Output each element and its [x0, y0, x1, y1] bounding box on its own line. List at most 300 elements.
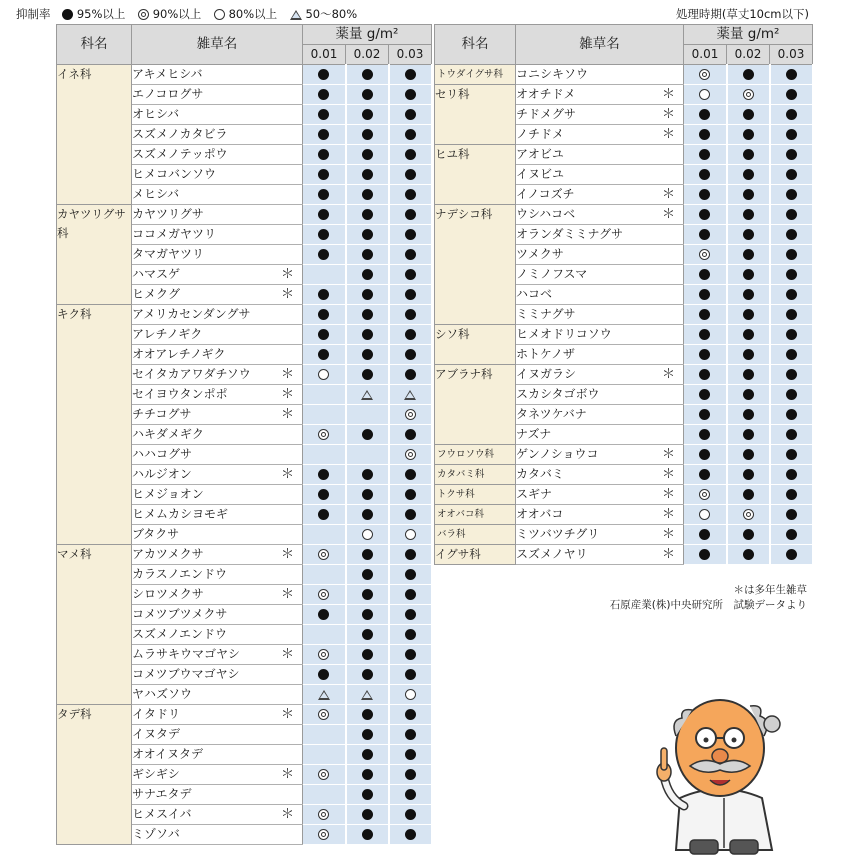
- dose-cell: [346, 165, 389, 185]
- dose-cell: [389, 825, 432, 845]
- full-circle-icon: [405, 709, 416, 720]
- full-circle-icon: [743, 269, 754, 280]
- full-circle-icon: [405, 189, 416, 200]
- full-circle-icon: [318, 309, 329, 320]
- dose-cell: [389, 505, 432, 525]
- dose-cell: [770, 225, 813, 245]
- dose-cell: [770, 425, 813, 445]
- dose-cell: [770, 505, 813, 525]
- full-circle-icon: [743, 69, 754, 80]
- weed-name: オオチドメ: [516, 87, 576, 101]
- full-circle-icon: [318, 289, 329, 300]
- weed-table-right: [434, 24, 814, 565]
- header-weed: 雑草名: [132, 25, 303, 65]
- weed-name: チドメグサ: [516, 107, 576, 121]
- weed-name: オオアレチノギク: [132, 347, 226, 361]
- family-name: ヒユ科: [435, 145, 516, 205]
- full-circle-icon: [743, 109, 754, 120]
- dose-cell: [389, 185, 432, 205]
- weed-name: タネツケバナ: [516, 407, 587, 421]
- weed-name-cell: [132, 85, 303, 105]
- dose-cell: [346, 685, 389, 705]
- dose-cell: [389, 405, 432, 425]
- weed-name-cell: [132, 705, 303, 725]
- family-name: カタバミ科: [435, 465, 516, 485]
- dose-cell: [684, 465, 727, 485]
- dose-cell: [389, 345, 432, 365]
- dose-cell: [684, 285, 727, 305]
- full-circle-icon: [699, 269, 710, 280]
- table-row: [435, 325, 813, 345]
- double-circle-icon: [405, 449, 416, 460]
- full-circle-icon: [362, 769, 373, 780]
- full-circle-icon: [405, 369, 416, 380]
- full-circle-icon: [318, 109, 329, 120]
- weed-name: ココメガヤツリ: [132, 227, 217, 241]
- double-circle-icon: [318, 549, 329, 560]
- full-circle-icon: [405, 89, 416, 100]
- full-circle-icon: [743, 389, 754, 400]
- weed-name-cell: [516, 305, 684, 325]
- weed-name-cell: [516, 485, 684, 505]
- weed-name-cell: [132, 525, 303, 545]
- dose-cell: [346, 425, 389, 445]
- dose-cell: [303, 305, 346, 325]
- full-circle-icon: [743, 249, 754, 260]
- full-circle-icon: [405, 649, 416, 660]
- full-circle-icon: [318, 129, 329, 140]
- weed-name-cell: [516, 385, 684, 405]
- dose-cell: [684, 205, 727, 225]
- dose-cell: [346, 805, 389, 825]
- full-circle-icon: [405, 289, 416, 300]
- table-row: [435, 545, 813, 565]
- dose-cell: [684, 185, 727, 205]
- weed-name: ツメクサ: [516, 247, 564, 261]
- professor-mascot-illustration: [640, 680, 800, 860]
- perennial-asterisk: ＊: [280, 407, 294, 422]
- dose-cell: [770, 365, 813, 385]
- double-circle-icon: [318, 829, 329, 840]
- table-row: [57, 305, 432, 325]
- table-row: [57, 545, 432, 565]
- dose-cell: [346, 265, 389, 285]
- full-circle-icon: [786, 529, 797, 540]
- legend-item-50: 50〜80%: [290, 7, 357, 21]
- full-circle-icon: [786, 449, 797, 460]
- dose-cell: [303, 365, 346, 385]
- header-weed: 雑草名: [516, 25, 684, 65]
- full-circle-icon: [405, 69, 416, 80]
- weed-name: ハコベ: [516, 287, 553, 301]
- header-dose-002: 0.02: [346, 45, 389, 65]
- full-circle-icon: [405, 549, 416, 560]
- dose-cell: [389, 665, 432, 685]
- full-circle-icon: [699, 289, 710, 300]
- dose-cell: [770, 305, 813, 325]
- full-circle-icon: [699, 389, 710, 400]
- perennial-footnote: ＊は多年生雑草: [733, 584, 807, 596]
- full-circle-icon: [362, 709, 373, 720]
- weed-name: カタバミ: [516, 467, 564, 481]
- full-circle-icon: [699, 309, 710, 320]
- weed-name: スズメノテッポウ: [132, 147, 228, 161]
- dose-cell: [684, 325, 727, 345]
- weed-name: スズメノエンドウ: [132, 627, 228, 641]
- dose-cell: [389, 85, 432, 105]
- family-name: イネ科: [57, 65, 132, 205]
- legend-item-95: 95%以上: [62, 7, 125, 21]
- dose-cell: [346, 585, 389, 605]
- family-name: タデ科: [57, 705, 132, 845]
- weed-name: イヌタデ: [132, 727, 181, 741]
- dose-cell: [303, 825, 346, 845]
- dose-cell: [727, 525, 770, 545]
- full-circle-icon: [318, 349, 329, 360]
- dose-cell: [389, 465, 432, 485]
- full-circle-icon: [786, 409, 797, 420]
- dose-cell: [770, 325, 813, 345]
- full-circle-icon: [743, 549, 754, 560]
- full-circle-icon: [318, 509, 329, 520]
- perennial-asterisk: ＊: [280, 367, 294, 382]
- weed-name: スズメノカタビラ: [132, 127, 228, 141]
- dose-cell: [303, 125, 346, 145]
- dose-cell: [727, 165, 770, 185]
- weed-name-cell: [132, 365, 303, 385]
- dose-cell: [303, 805, 346, 825]
- full-circle-icon: [405, 489, 416, 500]
- full-circle-icon: [362, 749, 373, 760]
- full-circle-icon: [786, 509, 797, 520]
- dose-cell: [389, 265, 432, 285]
- weed-name: ノミノフスマ: [516, 267, 588, 281]
- full-circle-icon: [786, 249, 797, 260]
- full-circle-icon: [405, 149, 416, 160]
- full-circle-icon: [405, 669, 416, 680]
- dose-cell: [303, 665, 346, 685]
- weed-name-cell: [132, 185, 303, 205]
- perennial-asterisk: ＊: [280, 547, 294, 562]
- weed-name: ハマスゲ: [132, 267, 181, 281]
- dose-cell: [727, 305, 770, 325]
- header-family: 科名: [57, 25, 132, 65]
- weed-name-cell: [516, 505, 684, 525]
- full-circle-icon: [743, 189, 754, 200]
- full-circle-icon: [786, 469, 797, 480]
- weed-name: ミツバツチグリ: [516, 527, 600, 541]
- weed-name-cell: [132, 665, 303, 685]
- dose-cell: [346, 205, 389, 225]
- dose-cell: [770, 525, 813, 545]
- dose-cell: [303, 105, 346, 125]
- weed-name-cell: [132, 825, 303, 845]
- dose-cell: [727, 185, 770, 205]
- table-row: [435, 365, 813, 385]
- double-circle-icon: [699, 489, 710, 500]
- full-circle-icon: [405, 589, 416, 600]
- dose-cell: [303, 165, 346, 185]
- dose-cell: [389, 425, 432, 445]
- dose-cell: [684, 65, 727, 85]
- full-circle-icon: [405, 769, 416, 780]
- perennial-asterisk: ＊: [661, 207, 675, 222]
- full-circle-icon: [743, 409, 754, 420]
- weed-name-cell: [516, 325, 684, 345]
- weed-name-cell: [132, 585, 303, 605]
- dose-cell: [346, 385, 389, 405]
- weed-name-cell: [132, 145, 303, 165]
- full-circle-icon: [786, 189, 797, 200]
- open-circle-icon: [699, 509, 710, 520]
- dose-cell: [346, 645, 389, 665]
- full-circle-icon: [786, 289, 797, 300]
- double-circle-icon: [699, 69, 710, 80]
- dose-cell: [727, 145, 770, 165]
- full-circle-icon: [699, 149, 710, 160]
- double-circle-icon: [743, 89, 754, 100]
- weed-name: チチコグサ: [132, 407, 192, 421]
- weed-table-left: [56, 24, 433, 845]
- dose-cell: [303, 425, 346, 445]
- weed-name: カヤツリグサ: [132, 207, 204, 221]
- full-circle-icon: [699, 329, 710, 340]
- dose-cell: [303, 585, 346, 605]
- weed-name: ナズナ: [516, 427, 552, 441]
- weed-name: メヒシバ: [132, 187, 180, 201]
- full-circle-icon: [362, 109, 373, 120]
- full-circle-icon: [405, 349, 416, 360]
- weed-name: エノコログサ: [132, 87, 204, 101]
- legend-item-90: 90%以上: [138, 7, 201, 21]
- triangle-icon: [318, 690, 330, 700]
- weed-name-cell: [132, 305, 303, 325]
- dose-cell: [684, 385, 727, 405]
- full-circle-icon: [699, 409, 710, 420]
- full-circle-icon: [362, 189, 373, 200]
- dose-cell: [346, 545, 389, 565]
- dose-cell: [303, 765, 346, 785]
- full-circle-icon: [362, 489, 373, 500]
- full-circle-icon: [786, 89, 797, 100]
- header-dose-002: 0.02: [727, 45, 770, 65]
- weed-name: オヒシバ: [132, 107, 180, 121]
- family-name: オオバコ科: [435, 505, 516, 525]
- dose-cell: [346, 765, 389, 785]
- full-circle-icon: [318, 69, 329, 80]
- dose-cell: [346, 485, 389, 505]
- full-circle-icon: [362, 289, 373, 300]
- weed-name-cell: [516, 185, 684, 205]
- dose-cell: [684, 445, 727, 465]
- dose-cell: [770, 285, 813, 305]
- dose-cell: [303, 465, 346, 485]
- header-dose-003: 0.03: [389, 45, 432, 65]
- dose-cell: [303, 625, 346, 645]
- full-circle-icon: [743, 209, 754, 220]
- full-circle-icon: [362, 729, 373, 740]
- dose-cell: [770, 445, 813, 465]
- weed-name: イノコズチ: [516, 187, 575, 201]
- full-circle-icon: [786, 329, 797, 340]
- weed-name: オオバコ: [516, 507, 564, 521]
- dose-cell: [346, 125, 389, 145]
- weed-name-cell: [132, 505, 303, 525]
- dose-cell: [346, 245, 389, 265]
- dose-cell: [684, 125, 727, 145]
- dose-cell: [389, 225, 432, 245]
- full-circle-icon: [405, 429, 416, 440]
- full-circle-icon: [699, 349, 710, 360]
- full-circle-icon: [362, 609, 373, 620]
- weed-name-cell: [516, 245, 684, 265]
- full-circle-icon: [362, 569, 373, 580]
- dose-cell: [389, 625, 432, 645]
- header-dose: 薬量 g/m²: [684, 25, 813, 45]
- dose-cell: [727, 365, 770, 385]
- dose-cell: [346, 305, 389, 325]
- weed-name-cell: [516, 285, 684, 305]
- weed-name-cell: [132, 285, 303, 305]
- full-circle-icon: [405, 129, 416, 140]
- full-circle-icon: [362, 649, 373, 660]
- dose-cell: [389, 725, 432, 745]
- weed-name: イヌガラシ: [516, 367, 577, 381]
- full-circle-icon: [362, 69, 373, 80]
- dose-cell: [303, 65, 346, 85]
- weed-name: ホトケノザ: [516, 347, 575, 361]
- weed-name-cell: [132, 325, 303, 345]
- triangle-icon: [290, 10, 302, 20]
- dose-cell: [389, 245, 432, 265]
- full-circle-icon: [699, 109, 710, 120]
- dose-cell: [727, 205, 770, 225]
- weed-name-cell: [516, 345, 684, 365]
- full-circle-icon: [743, 289, 754, 300]
- perennial-asterisk: ＊: [661, 87, 675, 102]
- dose-cell: [303, 525, 346, 545]
- dose-cell: [727, 265, 770, 285]
- header-dose: 薬量 g/m²: [303, 25, 432, 45]
- dose-cell: [389, 365, 432, 385]
- dose-cell: [389, 385, 432, 405]
- table-row: [435, 145, 813, 165]
- weed-name-cell: [132, 805, 303, 825]
- weed-name-cell: [516, 365, 684, 385]
- dose-cell: [303, 745, 346, 765]
- full-circle-icon: [699, 469, 710, 480]
- full-circle-icon: [786, 149, 797, 160]
- full-circle-icon: [743, 149, 754, 160]
- family-name: バラ科: [435, 525, 516, 545]
- table-row: [57, 205, 432, 225]
- dose-cell: [684, 525, 727, 545]
- full-circle-icon: [405, 749, 416, 760]
- full-circle-icon: [786, 309, 797, 320]
- table-row: [435, 85, 813, 105]
- dose-cell: [346, 345, 389, 365]
- weed-name-cell: [132, 105, 303, 125]
- family-name: トクサ科: [435, 485, 516, 505]
- dose-cell: [770, 205, 813, 225]
- open-circle-icon: [318, 369, 329, 380]
- full-circle-icon: [362, 149, 373, 160]
- weed-name: アカツメクサ: [132, 547, 204, 561]
- open-circle-icon: [362, 529, 373, 540]
- legend: [16, 6, 366, 22]
- open-circle-icon: [405, 529, 416, 540]
- header-dose-001: 0.01: [303, 45, 346, 65]
- dose-cell: [346, 525, 389, 545]
- weed-name: スズメノヤリ: [516, 547, 588, 561]
- dose-cell: [684, 105, 727, 125]
- dose-cell: [770, 265, 813, 285]
- full-circle-icon: [786, 269, 797, 280]
- full-circle-icon: [743, 349, 754, 360]
- perennial-asterisk: ＊: [280, 707, 294, 722]
- dose-cell: [303, 205, 346, 225]
- dose-cell: [303, 345, 346, 365]
- full-circle-icon: [405, 269, 416, 280]
- dose-cell: [770, 485, 813, 505]
- full-circle-icon: [362, 589, 373, 600]
- dose-cell: [303, 485, 346, 505]
- dose-cell: [346, 325, 389, 345]
- open-circle-icon: [214, 9, 225, 20]
- weed-name-cell: [132, 65, 303, 85]
- weed-name-cell: [132, 785, 303, 805]
- dose-cell: [346, 185, 389, 205]
- table-row: [435, 485, 813, 505]
- dose-cell: [389, 145, 432, 165]
- triangle-icon: [404, 390, 416, 400]
- full-circle-icon: [743, 169, 754, 180]
- double-circle-icon: [318, 649, 329, 660]
- weed-name: アオビユ: [516, 147, 564, 161]
- weed-name-cell: [132, 625, 303, 645]
- weed-name: ヒメスイバ: [132, 807, 192, 821]
- full-circle-icon: [362, 89, 373, 100]
- family-name: キク科: [57, 305, 132, 545]
- dose-cell: [770, 125, 813, 145]
- full-circle-icon: [405, 309, 416, 320]
- full-circle-icon: [786, 209, 797, 220]
- dose-cell: [727, 345, 770, 365]
- weed-name: スカシタゴボウ: [516, 387, 600, 401]
- dose-cell: [727, 545, 770, 565]
- full-circle-icon: [743, 529, 754, 540]
- family-name: アブラナ科: [435, 365, 516, 445]
- full-circle-icon: [318, 169, 329, 180]
- weed-name-cell: [132, 205, 303, 225]
- weed-name: ゲンノショウコ: [516, 447, 599, 461]
- table-row: [435, 205, 813, 225]
- dose-cell: [770, 65, 813, 85]
- dose-cell: [684, 365, 727, 385]
- dose-cell: [770, 145, 813, 165]
- dose-cell: [770, 85, 813, 105]
- weed-name: カラスノエンドウ: [132, 567, 228, 581]
- dose-cell: [303, 785, 346, 805]
- full-circle-icon: [699, 549, 710, 560]
- full-circle-icon: [405, 629, 416, 640]
- dose-cell: [389, 545, 432, 565]
- dose-cell: [770, 185, 813, 205]
- double-circle-icon: [318, 589, 329, 600]
- perennial-asterisk: ＊: [661, 107, 675, 122]
- perennial-asterisk: ＊: [661, 367, 675, 382]
- dose-cell: [389, 485, 432, 505]
